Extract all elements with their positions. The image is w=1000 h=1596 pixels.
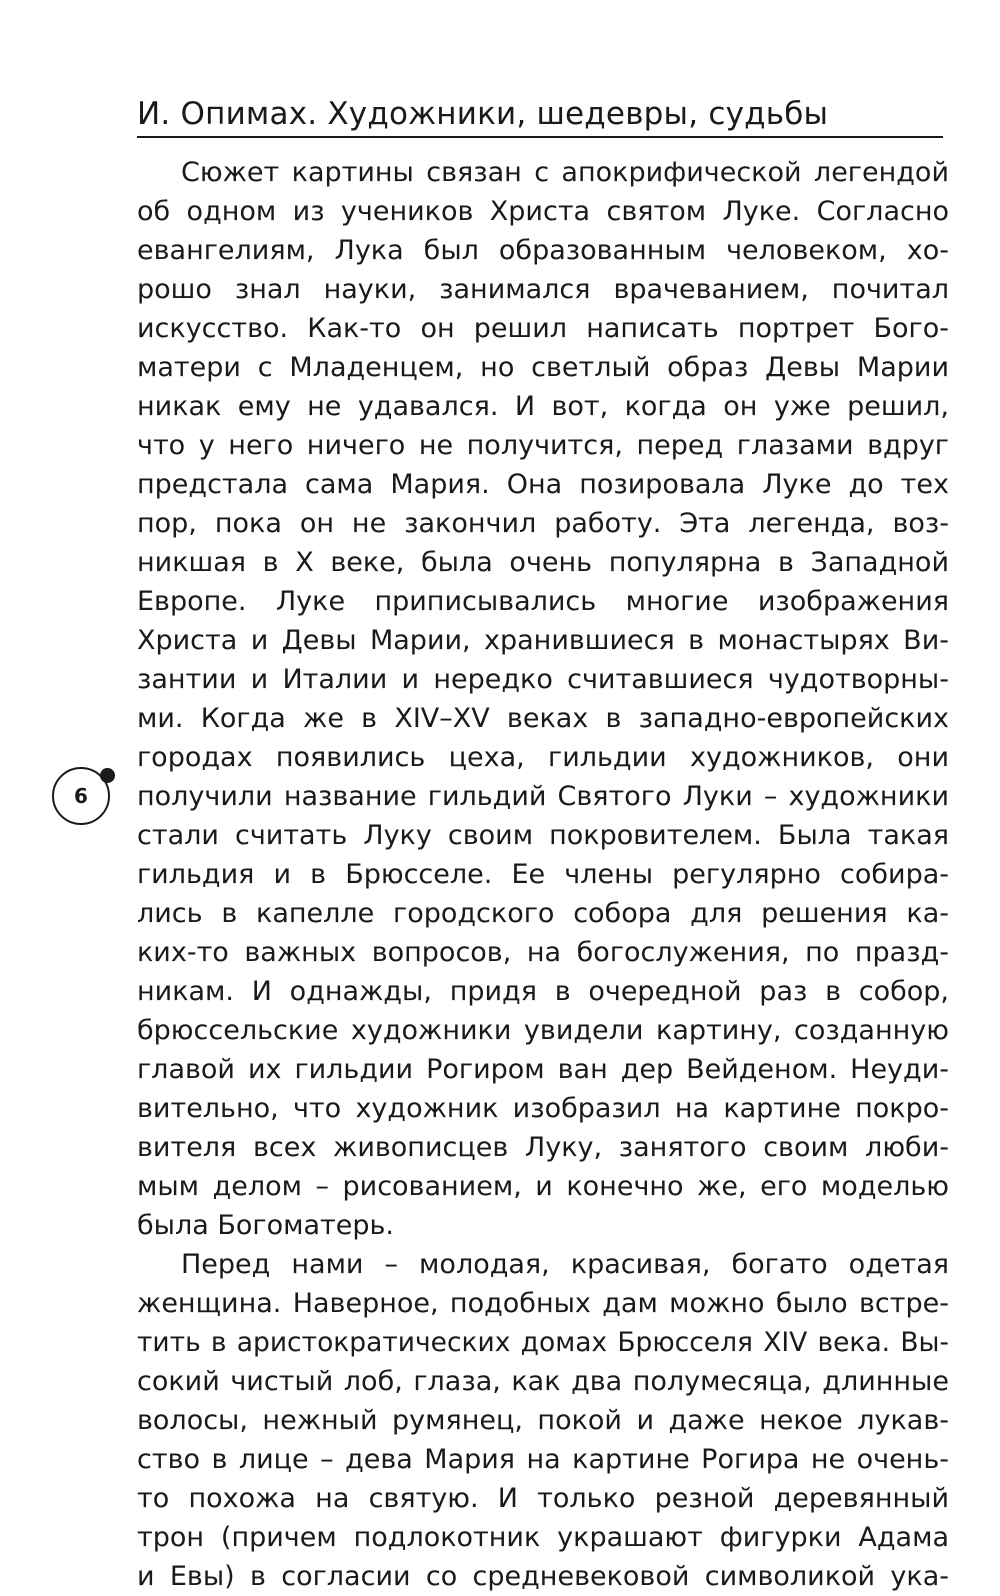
text-line: рошо знал науки, занимался врачеванием, почитал [137,274,949,305]
text-line: вительно, что художник изобразил на картине покро- [137,1093,949,1124]
text-line: никам. И однажды, придя в очередной раз в собор, [137,976,949,1007]
text-line: вителя всех живописцев Луку, занятого своим люби- [137,1132,949,1163]
text-line: мым делом – рисованием, и конечно же, его моделью [137,1171,949,1202]
page-number: 6 [74,784,88,808]
text-line: стали считать Луку своим покровителем. Была такая [137,820,949,851]
text-line: Европе. Луке приписывались многие изображения [137,586,949,617]
text-line: городах появились цеха, гильдии художников, они [137,742,949,773]
page-number-badge [52,767,110,825]
text-line: была Богоматерь. [137,1210,394,1241]
paragraph-1 [137,153,949,1245]
text-line: что у него ничего не получится, перед глазами вдруг [137,430,949,461]
text-line: ство в лице – дева Мария на картине Рогира не очень- [137,1444,949,1475]
text-line: ми. Когда же в XIV–XV веках в западно-европейских [137,703,949,734]
text-line: тить в аристократических домах Брюсселя XIV века. Вы- [137,1327,949,1358]
text-line: Христа и Девы Марии, хранившиеся в монастырях Ви- [137,625,949,656]
text-line: главой их гильдии Рогиром ван дер Вейденом. Неуди- [137,1054,949,1085]
page-number-dot-icon [100,768,115,783]
running-header: И. Опимах. Художники, шедевры, судьбы [137,94,943,138]
text-line: волосы, нежный румянец, покой и даже некое лукав- [137,1405,949,1436]
text-line: лись в капелле городского собора для решения ка- [137,898,949,929]
body-text [137,153,949,1596]
text-line: получили название гильдий Святого Луки – художники [137,781,949,812]
text-line: зантии и Италии и нередко считавшиеся чудотворны- [137,664,949,695]
text-line: никак ему не удавался. И вот, когда он уже решил, [137,391,949,422]
text-line: евангелиям, Лука был образованным человеком, хо- [137,235,949,266]
text-line: предстала сама Мария. Она позировала Луке до тех [137,469,949,500]
text-line: сокий чистый лоб, глаза, как два полумесяца, длинные [137,1366,949,1397]
text-line: об одном из учеников Христа святом Луке. Согласно [137,196,949,227]
text-line: пор, пока он не закончил работу. Эта легенда, воз- [137,508,949,539]
text-line: ких-то важных вопросов, на богослужения, по празд- [137,937,949,968]
text-line: брюссельские художники увидели картину, созданную [137,1015,949,1046]
text-line: матери с Младенцем, но светлый образ Девы Марии [137,352,949,383]
text-line: Перед нами – молодая, красивая, богато одетая [181,1249,949,1280]
text-line: Сюжет картины связан с апокрифической легендой [181,157,949,188]
text-line: гильдия и в Брюсселе. Ее члены регулярно собира- [137,859,949,890]
text-line: трон (причем подлокотник украшают фигурки Адама [137,1522,949,1553]
text-line: никшая в X веке, была очень популярна в Западной [137,547,949,578]
text-line: женщина. Наверное, подобных дам можно было встре- [137,1288,949,1319]
text-line: то похожа на святую. И только резной деревянный [137,1483,949,1514]
paragraph-2 [137,1245,949,1596]
text-line: искусство. Как-то он решил написать портрет Бого- [137,313,949,344]
text-line: и Евы) в согласии со средневековой символикой ука- [137,1561,949,1592]
